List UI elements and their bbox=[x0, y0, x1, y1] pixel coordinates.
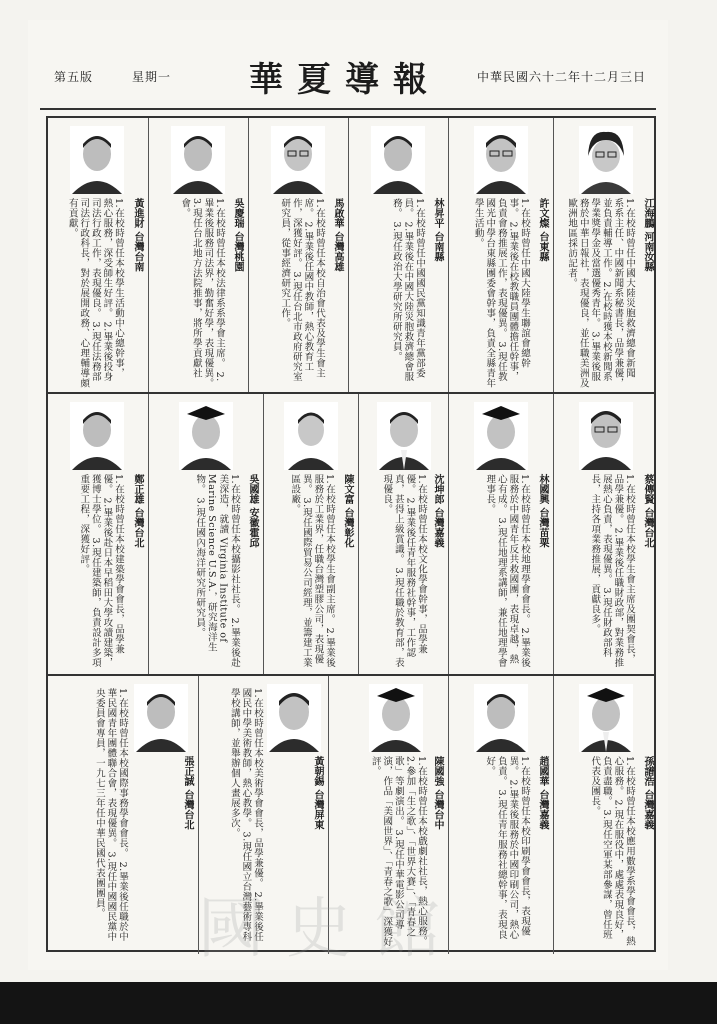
profile-name: 林國興 台灣苗栗 bbox=[537, 474, 548, 548]
portrait-photo bbox=[474, 402, 528, 470]
profile-name: 鄭正雄 台灣台北 bbox=[132, 474, 143, 548]
portrait-photo bbox=[474, 684, 528, 752]
profile-card bbox=[448, 394, 553, 674]
portrait-photo bbox=[371, 126, 425, 194]
portrait-photo bbox=[267, 684, 321, 752]
profile-bio: 1.在校時曾任本校學生活動中心總幹事，熱心服務，深受師生好評。 2.畢業後投身司法行政工作，表現優良。 3.現任法務部司法行政科長，對於展開政務、心理輔導頗有貢獻。 bbox=[66, 198, 124, 388]
portrait-photo bbox=[70, 402, 124, 470]
profile-name: 吳慶瑞 台灣桃園 bbox=[232, 198, 243, 272]
profile-name: 黃朝錫 台灣屏東 bbox=[312, 756, 323, 830]
profile-row bbox=[48, 118, 654, 394]
portrait-photo bbox=[369, 684, 423, 752]
profile-card bbox=[148, 118, 248, 392]
profile-bio: 1.在校時曾任本校學生會副主席。 2.畢業後服務於工業界，任職台灣塑膠公司，表現優異。 3.現任國際貿易公司經理，並籌建工業區設廠。 bbox=[289, 474, 335, 668]
edition-info: 第五版 星期一 bbox=[54, 70, 172, 84]
profile-card bbox=[148, 394, 263, 674]
profile-name: 張正誠 台灣台北 bbox=[182, 756, 193, 830]
publication-date: 中華民國六十二年十二月三日 bbox=[476, 70, 646, 84]
profile-name: 蔡傳賢 台灣台北 bbox=[642, 474, 653, 548]
profile-card bbox=[348, 118, 448, 392]
profile-bio: 1.在校時曾任本校文化學會幹事，品學兼優。 2.畢業後任青年服務社幹事，工作認真，甚得上級賞識。 3.現任職於教育部，表現優良。 bbox=[381, 474, 427, 668]
profile-name: 孫譜浩 台灣嘉義 bbox=[642, 756, 653, 830]
portrait-photo bbox=[579, 684, 633, 752]
profile-name: 黃進財 台灣台南 bbox=[132, 198, 143, 272]
profile-name: 馬啟華 台灣高雄 bbox=[332, 198, 343, 272]
profile-row bbox=[48, 394, 654, 676]
profile-name: 許文燦 台東縣 bbox=[537, 198, 548, 262]
profile-card bbox=[553, 394, 658, 674]
profile-name: 林昇平 台南縣 bbox=[432, 198, 443, 262]
profile-name: 陳文富 台灣彰化 bbox=[342, 474, 353, 548]
newspaper-page bbox=[28, 20, 668, 970]
profile-bio: 1.在校時曾任本校學生會主席及團契會長，品學兼優。 2.畢業後任職財政部，對業務推展熱心負責，表現優異。 3.現任財政部科長，主持各項業務推展，貢獻良多。 bbox=[589, 474, 635, 668]
portrait-photo bbox=[70, 126, 124, 194]
portrait-photo bbox=[579, 402, 633, 470]
profile-bio: 1.在校時曾任本校自治會代表及學生會主席。 2.畢業後任國中教師，熱心教育工作，深獲好評。 3.現任台北市政府研究室研究員，從事經濟研究工作。 bbox=[279, 198, 325, 382]
archive-watermark: 國史館 bbox=[198, 890, 462, 967]
profile-card bbox=[448, 118, 553, 392]
portrait-photo bbox=[579, 126, 633, 194]
profile-grid bbox=[46, 116, 656, 952]
profile-bio: 1.在校時曾任本校美術學會會長，品學兼優。 2.畢業後任國民中學美術教師，熱心教學。 3.現任國立台灣藝術專科學校講師，並舉辦個人畫展多次。 bbox=[228, 688, 263, 942]
profile-bio: 1.在校時曾任本校印刷學會會長，表現優異。 2.畢業後服務於中國印刷公司，熱心負責。 3.現任青年服務社總幹事，表現良好。 bbox=[484, 756, 530, 940]
profile-bio: 1.在校時曾任中國大陸災胞救濟總會新聞系系主任、中國新聞系秘書長，品學兼優，並負責輔導工作。 2.在校時獲本校新聞系學業獎學金及當選優秀青年。 3.畢業後服務於中華日報社，表現優良，並任職美洲及歐洲地區採訪記者。 bbox=[566, 198, 635, 388]
profile-bio: 1.在校時曾任本校國際事務學會會長。 2.畢業後任職於中華民國青年團體聯合會，表現優異。 3.現任中國國民黨中央委員會專員，一九七三年任中華民國代表團團員。 bbox=[93, 688, 128, 942]
newspaper-title: 華夏導報 bbox=[249, 60, 441, 100]
portrait-photo bbox=[134, 684, 188, 752]
profile-name: 陳國強 台灣台中 bbox=[432, 756, 443, 830]
profile-bio: 1.在校時曾任中國國民黨知識青年黨部委員。 2.畢業後在中國大陸災胞救濟總會服務。 3.現任政治大學研究所研究員。 bbox=[390, 198, 425, 382]
profile-bio: 1.在校時曾任本校地理學會會長。 2.畢業後服務於中國青年反共救國團，表現卓越，熱心有成。 3.現任地理系講師，兼任地理學會理事長。 bbox=[484, 474, 530, 668]
profile-bio: 1.在校時曾任本校攝影社社長。 2.畢業後赴美深造，就讀 Virginia Institute of Marine Science U.S.A.，研究海洋生物。 3.現任國內海洋研究所研究員。 bbox=[194, 474, 240, 668]
profile-card bbox=[48, 676, 198, 954]
profile-card bbox=[48, 118, 148, 392]
scan-edge bbox=[0, 982, 717, 1024]
portrait-photo bbox=[179, 402, 233, 470]
masthead bbox=[40, 50, 656, 110]
profile-card bbox=[48, 394, 148, 674]
profile-bio: 1.在校時曾任中國大陸學生聯誼會總幹事。 2.畢業後在校教職員團體擔任幹事，負責會務推展工作，表現優異。 3.現任教國光中學台東縣團委會幹事，負責全縣青年學生活動。 bbox=[472, 198, 530, 388]
profile-card bbox=[358, 394, 448, 674]
profile-card bbox=[248, 118, 348, 392]
profile-bio: 1.在校時曾任本校應用數學系學會會長，熱心服務。 2.現在服役中，處處表現良好，負責盡職。 3.現任空軍某部參謀，曾任班代表及團長。 bbox=[589, 756, 635, 947]
profile-name: 沈坤郎 台灣嘉義 bbox=[432, 474, 443, 548]
profile-card bbox=[263, 394, 358, 674]
portrait-photo bbox=[171, 126, 225, 194]
profile-name: 吳國雄 安徽霍邱 bbox=[247, 474, 258, 548]
portrait-photo bbox=[474, 126, 528, 194]
portrait-photo bbox=[377, 402, 431, 470]
profile-card bbox=[553, 118, 658, 392]
portrait-photo bbox=[284, 402, 338, 470]
profile-bio: 1.在校時曾任本校建築學會會長，品學兼優。 2.畢業後赴日本早稻田大學攻讀建築，獲博士學位。 3.現任建築師，負責設計多項重要工程，深獲好評。 bbox=[78, 474, 124, 668]
profile-bio: 1.在校時曾任本校戲劇社社長，熱心服務。 2.參加「生之歌」、「世界大賽」、「青春之歌」等劇演出。 3.現任中華電影公司導演，作品「美國世界」、「青春之歌」深獲好評。 bbox=[369, 756, 427, 947]
profile-name: 江海鵬 河南汝縣 bbox=[642, 198, 653, 272]
portrait-photo bbox=[271, 126, 325, 194]
profile-bio: 1.在校時曾任本校法律系系學會主席。 2.畢業後服務司法界，勤奮好學，表現優異。 3.現任台北地方法院推事，將所學貢獻社會。 bbox=[179, 198, 225, 388]
profile-name: 趙國華 台灣嘉義 bbox=[537, 756, 548, 830]
